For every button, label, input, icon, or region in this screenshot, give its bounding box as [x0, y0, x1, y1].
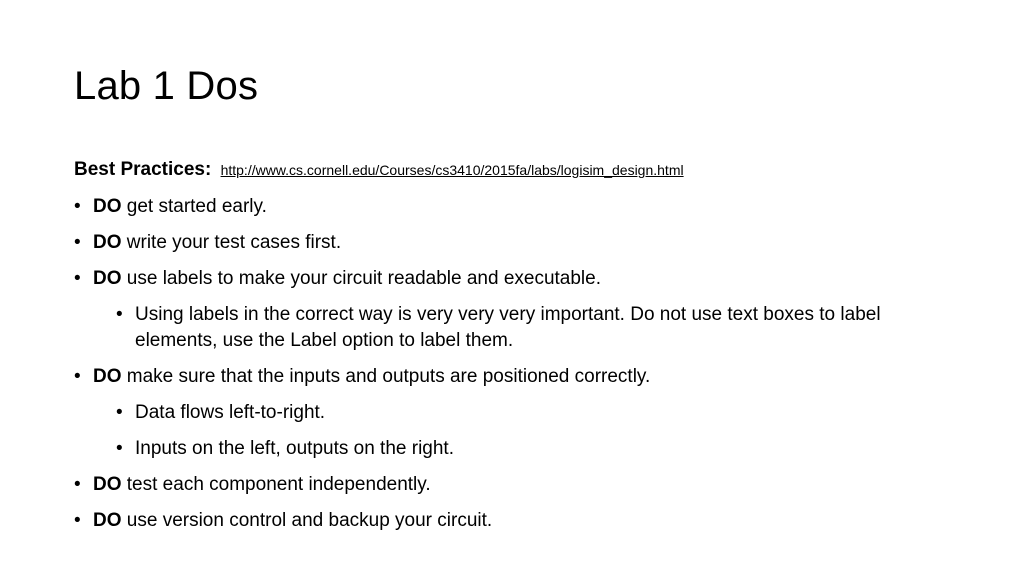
bullet-glyph: • — [74, 196, 81, 217]
bullet-item — [74, 194, 954, 220]
bullet-text: use labels to make your circuit readable and executable. — [121, 268, 601, 289]
bullet-item — [74, 230, 954, 256]
slide-content — [74, 156, 954, 534]
bullet-text: make sure that the inputs and outputs are positioned correctly. — [121, 366, 651, 387]
sub-bullet-item — [116, 400, 954, 426]
bullet-keyword: DO — [93, 510, 122, 531]
slide-title: Lab 1 Dos — [74, 64, 259, 108]
bullet-text: use version control and backup your circuit. — [121, 510, 493, 531]
bullet-glyph: • — [116, 402, 123, 423]
sub-bullet-text: Data flows left-to-right. — [135, 402, 326, 423]
bullet-glyph: • — [74, 232, 81, 253]
bullet-item — [74, 508, 954, 534]
bullet-text: test each component independently. — [121, 474, 431, 495]
bullet-glyph: • — [116, 304, 123, 325]
best-practices-label: Best Practices: — [74, 159, 212, 180]
bullet-glyph: • — [74, 510, 81, 531]
bullet-text: get started early. — [121, 196, 267, 217]
bullet-item — [74, 472, 954, 498]
sub-bullet-text: Using labels in the correct way is very very very important. Do not use text boxes to label elements, use the Label option to label them. — [135, 304, 881, 351]
bullet-item — [74, 364, 954, 390]
bullet-keyword: DO — [93, 196, 122, 217]
bullet-glyph: • — [74, 268, 81, 289]
sub-bullet-item — [116, 302, 954, 354]
bullet-text: write your test cases first. — [121, 232, 342, 253]
bullet-keyword: DO — [93, 232, 122, 253]
sub-bullet-item — [116, 436, 954, 462]
bullet-keyword: DO — [93, 474, 122, 495]
bullet-glyph: • — [116, 438, 123, 459]
bullet-keyword: DO — [93, 366, 122, 387]
sub-bullet-text: Inputs on the left, outputs on the right. — [135, 438, 454, 459]
bullet-item — [74, 266, 954, 292]
bullet-glyph: • — [74, 474, 81, 495]
bullet-glyph: • — [74, 366, 81, 387]
bullet-keyword: DO — [93, 268, 122, 289]
best-practices-line — [74, 156, 954, 184]
best-practices-link[interactable]: http://www.cs.cornell.edu/Courses/cs3410/2015fa/labs/logisim_design.html — [220, 162, 684, 178]
